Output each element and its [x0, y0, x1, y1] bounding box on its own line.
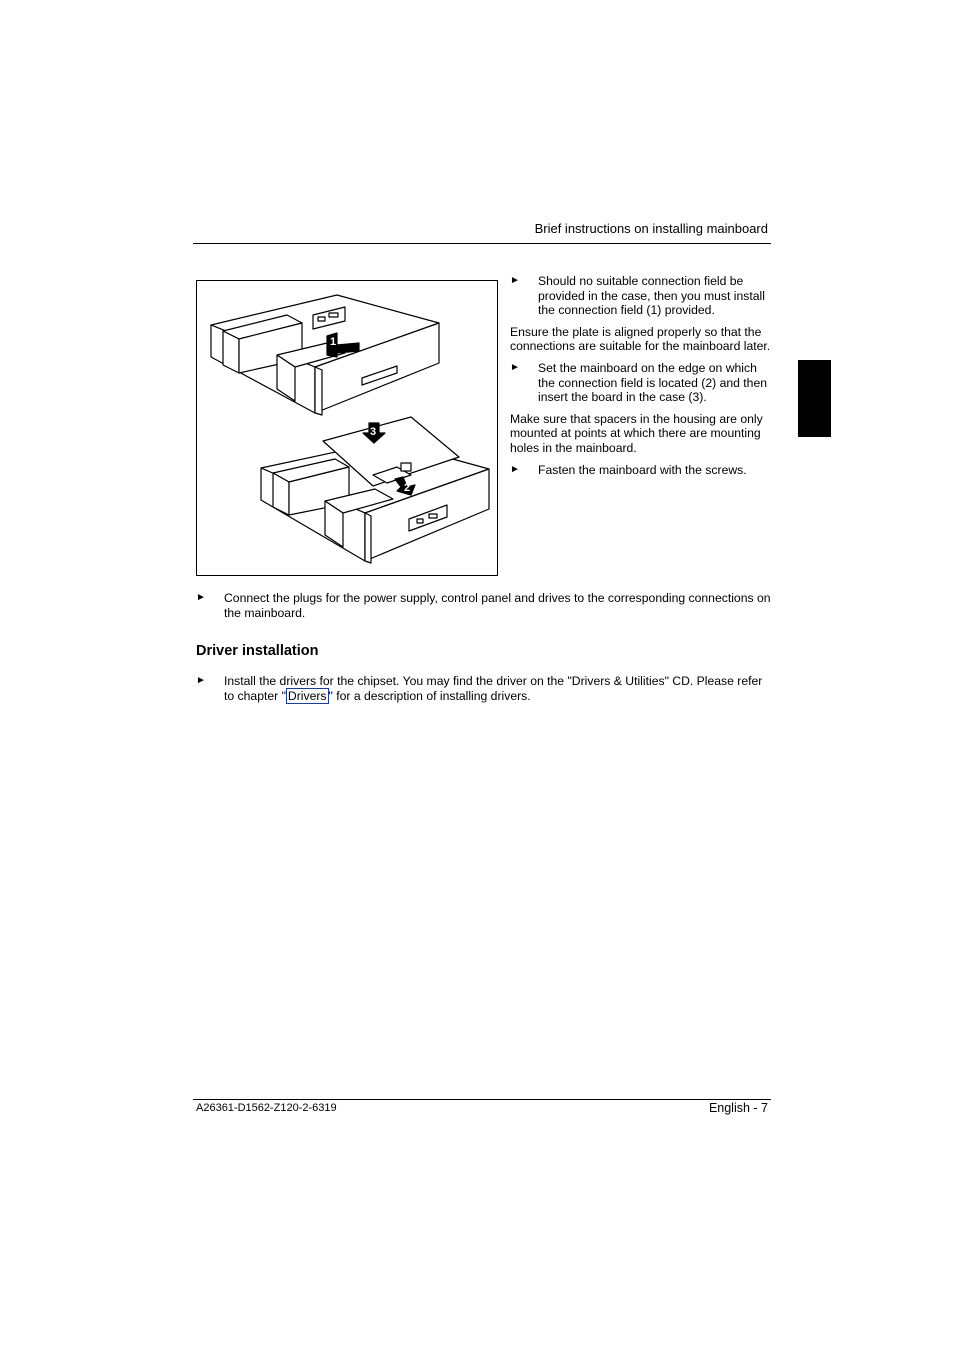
callout-1: 1: [330, 336, 337, 348]
page-number: English - 7: [708, 1101, 768, 1115]
list-item: [510, 361, 772, 405]
bullet-text: Set the mainboard on the edge on which the connection field is located (2) and then insert the board in the case (3).: [538, 360, 768, 405]
section-heading: Driver installation: [196, 643, 319, 659]
bullet-text: Fasten the mainboard with the screws.: [538, 462, 747, 477]
bullet-marker-icon: ►: [510, 275, 520, 286]
callout-3: 3: [370, 426, 377, 438]
paragraph: Ensure the plate is aligned properly so that the connections are suitable for the mainboard later.: [510, 324, 771, 354]
running-header: Brief instructions on installing mainboard: [534, 221, 768, 236]
list-item: [196, 591, 774, 620]
bullet-marker-icon: ►: [196, 675, 206, 686]
bullet-text: Should no suitable connection field be provided in the case, then you must install the connection field (1) provided.: [538, 274, 765, 318]
bullet-marker-icon: ►: [510, 361, 520, 373]
bullet-text-after: " for a description of installing drivers.: [328, 688, 531, 703]
bullet-text-before: Install the drivers for the chipset. You may find the driver on the "Drivers & Utilities" CD. Please refer to chapter ": [224, 674, 763, 703]
drivers-chapter-link[interactable]: Drivers: [287, 688, 327, 703]
bullet-marker-icon: ►: [510, 463, 520, 475]
bullet-text: Connect the plugs for the power supply, control panel and drives to the corresponding connections on the mainboard.: [224, 591, 771, 620]
paragraph: Make sure that spacers in the housing are only mounted at points at which there are mounting holes in the mainboard.: [510, 411, 763, 455]
bullet-marker-icon: ►: [196, 592, 206, 603]
document-number: A26361-D1562-Z120-2-6319: [196, 1102, 337, 1114]
instructions-column: [510, 274, 772, 484]
footer-rule: [193, 1099, 771, 1100]
chapter-thumb-tab: [798, 360, 831, 437]
bullet-text: [224, 674, 774, 703]
list-item: [510, 274, 772, 318]
header-rule: [193, 243, 771, 244]
case-illustration: [197, 281, 497, 575]
installation-figure: [196, 280, 498, 576]
list-item: [196, 674, 774, 703]
list-item: [510, 463, 772, 478]
callout-2: 2: [404, 482, 411, 494]
